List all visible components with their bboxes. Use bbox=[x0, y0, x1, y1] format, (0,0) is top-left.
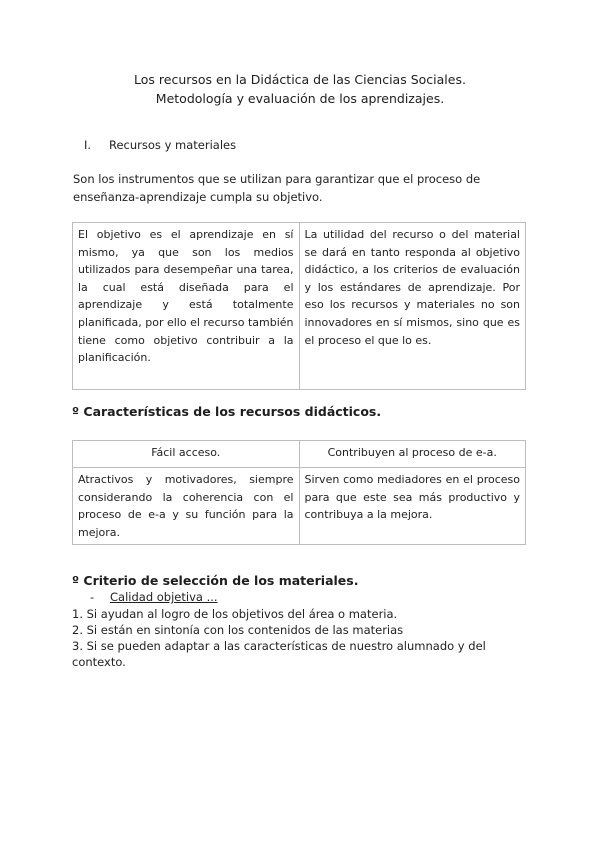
characteristics-table bbox=[72, 440, 526, 545]
selection-criteria-heading: º Criterio de selección de los materiales. bbox=[72, 573, 359, 588]
quality-subheading bbox=[90, 590, 218, 604]
quality-label: Calidad objetiva ... bbox=[110, 590, 218, 604]
list-item: 1. Si ayudan al logro de los objetivos del área o materia. bbox=[72, 607, 398, 621]
resources-cell-right: La utilidad del recurso o del material se dará en tanto responda al objetivo didáctico, a los criterios de evaluación y los estándares de aprendizaje. Por eso los recursos y materiales no son innovadores en sí mismos, sino que es el proceso el que lo es. bbox=[299, 223, 526, 390]
characteristics-header-right: Contribuyen al proceso de e-a. bbox=[299, 441, 526, 468]
table-row bbox=[73, 468, 526, 545]
table-row bbox=[73, 223, 526, 390]
criteria-list bbox=[72, 606, 532, 670]
document-title bbox=[0, 70, 600, 108]
section-1-number: I. bbox=[84, 138, 92, 152]
title-line-1: Los recursos en la Didáctica de las Ciencias Sociales. bbox=[134, 72, 466, 87]
section-1-title: Recursos y materiales bbox=[109, 138, 237, 152]
list-dash: - bbox=[90, 590, 95, 604]
characteristics-cell-left: Atractivos y motivadores, siempre considerando la coherencia con el proceso de e-a y su función para la mejora. bbox=[73, 468, 300, 545]
characteristics-cell-right: Sirven como mediadores en el proceso para que este sea más productivo y contribuya a la mejora. bbox=[299, 468, 526, 545]
title-line-2: Metodología y evaluación de los aprendizajes. bbox=[155, 91, 445, 106]
characteristics-heading: º Características de los recursos didácticos. bbox=[72, 404, 382, 419]
table-header-row bbox=[73, 441, 526, 468]
list-item: 3. Si se pueden adaptar a las características de nuestro alumnado y del contexto. bbox=[72, 639, 486, 669]
list-item: 2. Si están en sintonía con los contenidos de las materias bbox=[72, 623, 404, 637]
characteristics-header-left: Fácil acceso. bbox=[73, 441, 300, 468]
section-1-heading bbox=[84, 138, 236, 152]
intro-paragraph: Son los instrumentos que se utilizan para garantizar que el proceso de enseñanza-aprendizaje cumpla su objetivo. bbox=[73, 172, 481, 204]
resources-cell-left: El objetivo es el aprendizaje en sí mismo, ya que son los medios utilizados para desempeñar una tarea, la cual está diseñada para el aprendizaje y está totalmente planificada, por ello el recurso también tiene como objetivo contribuir a la planificación. bbox=[73, 223, 300, 390]
resources-table bbox=[72, 222, 526, 390]
